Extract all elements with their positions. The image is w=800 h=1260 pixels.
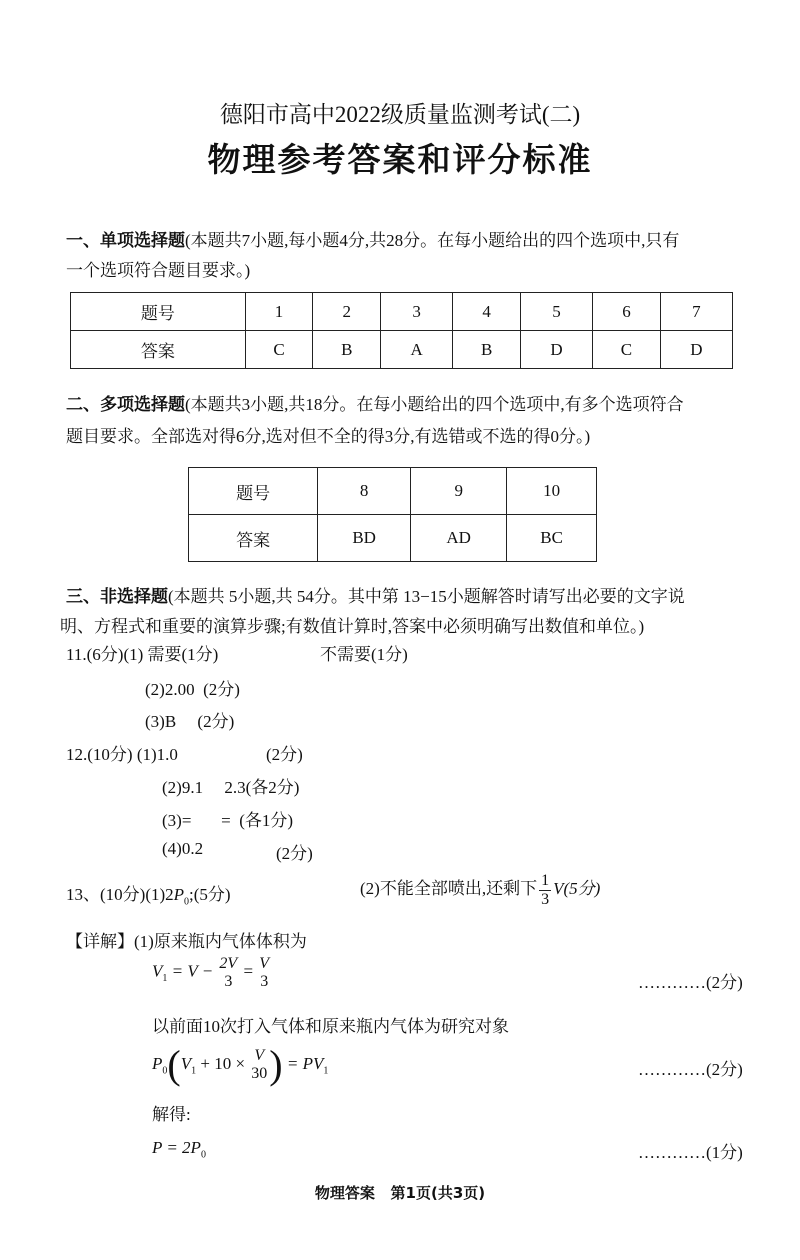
numerator: V: [259, 955, 270, 972]
denominator: 3: [260, 972, 269, 990]
score-marker: …………(1分): [638, 1143, 743, 1162]
left-paren: (: [167, 1042, 181, 1087]
q12-part1-score: (2分): [266, 745, 303, 764]
answer-cell: AD: [411, 515, 507, 562]
answer-cell: A: [381, 331, 453, 369]
question-number-cell: 4: [453, 293, 521, 331]
section1-desc: (本题共7小题,每小题4分,共28分。在每小题给出的四个选项中,只有: [185, 231, 680, 250]
score-marker: …………(2分): [638, 973, 743, 992]
detail-label: 【详解】(1)原来瓶内气体体积为: [66, 932, 307, 951]
q12-part4: (4)0.2: [162, 839, 204, 858]
section1-desc-2: 一个选项符合题目要求。): [66, 261, 251, 280]
denominator: 3: [541, 890, 550, 908]
section2-intro: [66, 390, 684, 415]
q13-text: 13、(10分)(1)2: [66, 885, 174, 904]
eq-rhs: = PV: [282, 1053, 324, 1073]
question-number-cell: 5: [520, 293, 592, 331]
v-symbol: V: [180, 1053, 192, 1073]
exam-title: 德阳市高中2022级质量监测考试(二): [219, 102, 581, 127]
q11-part1: 11.(6分)(1) 需要(1分): [66, 645, 219, 664]
answer-cell: C: [245, 331, 313, 369]
eq-mid: + 10 ×: [196, 1053, 250, 1073]
page-title: 物理参考答案和评分标准: [207, 140, 593, 179]
section1-intro: [66, 226, 679, 251]
question-number-cell: 7: [660, 293, 732, 331]
q12-part2: (2)9.1 2.3(各2分): [162, 778, 300, 797]
q13-score: ;(5分): [189, 885, 231, 904]
question-number-cell: 3: [381, 293, 453, 331]
fraction: [539, 872, 551, 908]
section3-heading: 三、非选择题: [66, 587, 168, 607]
answer-cell: C: [593, 331, 661, 369]
symbol: P: [173, 885, 185, 904]
q11-part1b: 不需要(1分): [320, 645, 408, 664]
fraction: [251, 1047, 267, 1082]
detail-line-3: 解得:: [152, 1105, 191, 1124]
q13-part2-text: (2)不能全部喷出,还剩下: [360, 879, 538, 898]
answer-cell: BC: [507, 515, 597, 562]
row-label: 答案: [189, 515, 318, 562]
p-symbol: P: [152, 1053, 163, 1073]
question-number-cell: 1: [245, 293, 313, 331]
section2-desc: (本题共3小题,共18分。在每小题给出的四个选项中,有多个选项符合: [185, 395, 684, 414]
answer-cell: D: [660, 331, 732, 369]
q11-part2: (2)2.00 (2分): [145, 680, 240, 699]
equals: =: [239, 961, 258, 981]
subscript: 1: [323, 1065, 329, 1077]
right-paren: ): [269, 1042, 283, 1087]
fraction: [219, 955, 237, 990]
q13-part1: [66, 880, 231, 907]
q12-part1: 12.(10分) (1)1.0: [66, 745, 178, 764]
section1-heading: 一、单项选择题: [66, 231, 185, 251]
q12-part4-score: (2分): [276, 844, 313, 863]
section3-desc: (本题共 5小题,共 54分。其中第 13−15小题解答时请写出必要的文字说: [168, 587, 685, 606]
score-marker: …………(2分): [638, 1060, 743, 1079]
page-footer: 物理答案 第1页(共3页): [314, 1184, 486, 1202]
subscript: 1: [162, 972, 168, 984]
row-label: 答案: [71, 331, 246, 369]
detail-line-2: 以前面10次打入气体和原来瓶内气体为研究对象: [152, 1017, 509, 1036]
section3-desc-2: 明、方程式和重要的演算步骤;有数值计算时,答案中必须明确写出数值和单位。): [60, 617, 645, 636]
equation-1: [152, 955, 271, 990]
section2-heading: 二、多项选择题: [66, 395, 185, 415]
v-symbol: V: [152, 961, 163, 981]
answer-cell: B: [453, 331, 521, 369]
answer-cell: BD: [318, 515, 411, 562]
question-number-cell: 2: [313, 293, 381, 331]
equation-3: [152, 1138, 206, 1160]
row-label: 题号: [189, 468, 318, 515]
eq-mid: = V −: [167, 961, 218, 981]
numerator: V: [254, 1047, 265, 1065]
answer-cell: D: [520, 331, 592, 369]
question-number-cell: 9: [411, 468, 507, 515]
q12-part3: (3)= = (各1分): [162, 811, 294, 830]
numerator: 1: [541, 872, 550, 889]
row-label: 题号: [71, 293, 246, 331]
subscript: 0: [184, 896, 190, 908]
single-choice-answer-table: [70, 292, 733, 369]
section2-desc-2: 题目要求。全部选对得6分,选对但不全的得3分,有选错或不选的得0分。): [66, 427, 591, 446]
denominator: 3: [224, 972, 233, 990]
section3-intro: [66, 582, 685, 607]
numerator: 2V: [219, 955, 238, 972]
q13-part2-tail: V(5分): [553, 879, 601, 898]
q11-part3: (3)B (2分): [145, 712, 235, 731]
question-number-cell: 8: [318, 468, 411, 515]
denominator: 30: [251, 1065, 268, 1082]
question-number-cell: 10: [507, 468, 597, 515]
equation-2: [152, 1042, 329, 1087]
q13-part2: [360, 872, 600, 908]
fraction: [259, 955, 269, 990]
subscript: 0: [162, 1065, 168, 1077]
subscript: 0: [200, 1149, 206, 1161]
question-number-cell: 6: [593, 293, 661, 331]
answer-cell: B: [313, 331, 381, 369]
eq3: P = 2P: [152, 1138, 201, 1157]
subscript: 1: [191, 1065, 197, 1077]
multi-choice-answer-table: [188, 467, 597, 562]
